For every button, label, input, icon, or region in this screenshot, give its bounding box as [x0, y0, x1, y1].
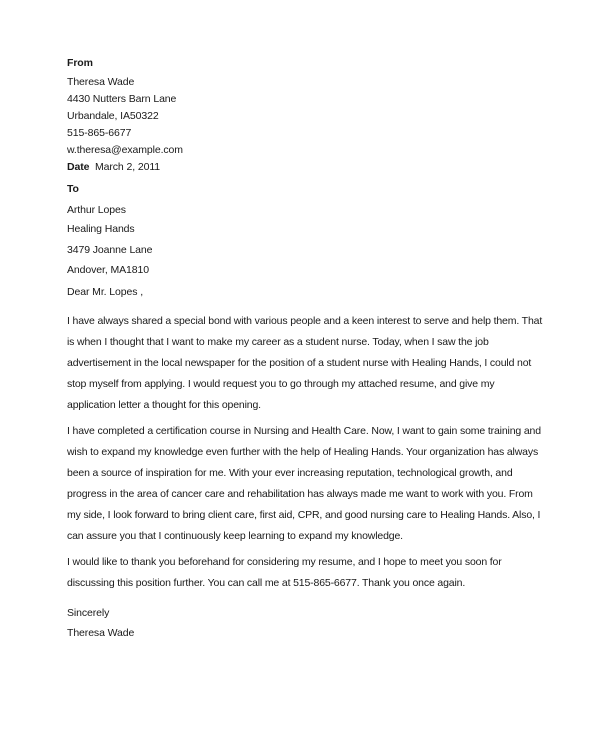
paragraph-line: application letter a thought for this opening.: [67, 399, 261, 411]
paragraph-line: can assure you that I continuously keep learning to expand my knowledge.: [67, 530, 403, 542]
paragraph-line: been a source of inspiration for me. With your ever increasing reputation, technological growth, and: [67, 467, 513, 479]
paragraph-line: I would like to thank you beforehand for considering my resume, and I hope to meet you soon for: [67, 556, 502, 568]
to-heading: To: [67, 183, 79, 195]
paragraph-line: wish to expand my knowledge even further with the help of Healing Hands. Your organization has always: [67, 446, 539, 458]
paragraph-line: my side, I look forward to bring client care, first aid, CPR, and good nursing care to Healing Hands. Also, I: [67, 509, 541, 521]
sender-address-line1: 4430 Nutters Barn Lane: [67, 93, 177, 105]
body-paragraph-3: [67, 552, 557, 594]
recipient-name: Arthur Lopes: [67, 204, 126, 216]
date-value: March 2, 2011: [95, 161, 161, 173]
paragraph-line: progress in the area of cancer care and rehabilitation has always made me want to work with you. From: [67, 488, 533, 500]
sender-email: w.theresa@example.com: [67, 144, 183, 156]
paragraph-line: I have always shared a special bond with various people and a keen interest to serve and help them. That: [67, 315, 543, 327]
date-label: Date: [67, 161, 90, 173]
recipient-address-line2: Andover, MA1810: [67, 264, 149, 276]
from-heading: From: [67, 57, 93, 69]
paragraph-line: I have completed a certification course in Nursing and Health Care. Now, I want to gain some training and: [67, 425, 541, 437]
recipient-company: Healing Hands: [67, 223, 135, 235]
sender-name: Theresa Wade: [67, 76, 135, 88]
paragraph-line: discussing this position further. You can call me at 515-865-6677. Thank you once again.: [67, 577, 466, 589]
sender-phone: 515-865-6677: [67, 127, 132, 139]
date-line: [67, 160, 160, 174]
signature-name: Theresa Wade: [67, 627, 135, 639]
body-paragraph-1: [67, 311, 557, 416]
body-paragraph-2: [67, 421, 557, 547]
salutation: Dear Mr. Lopes ,: [67, 286, 144, 298]
recipient-address-line1: 3479 Joanne Lane: [67, 244, 153, 256]
paragraph-line: is when I thought that I want to make my career as a student nurse. Today, when I saw the job: [67, 336, 489, 348]
paragraph-line: stop myself from applying. I would request you to go through my attached resume, and give my: [67, 378, 495, 390]
valediction: Sincerely: [67, 607, 110, 619]
paragraph-line: advertisement in the local newspaper for the position of a student nurse with Healing Hands, I could not: [67, 357, 532, 369]
sender-address-line2: Urbandale, IA50322: [67, 110, 159, 122]
